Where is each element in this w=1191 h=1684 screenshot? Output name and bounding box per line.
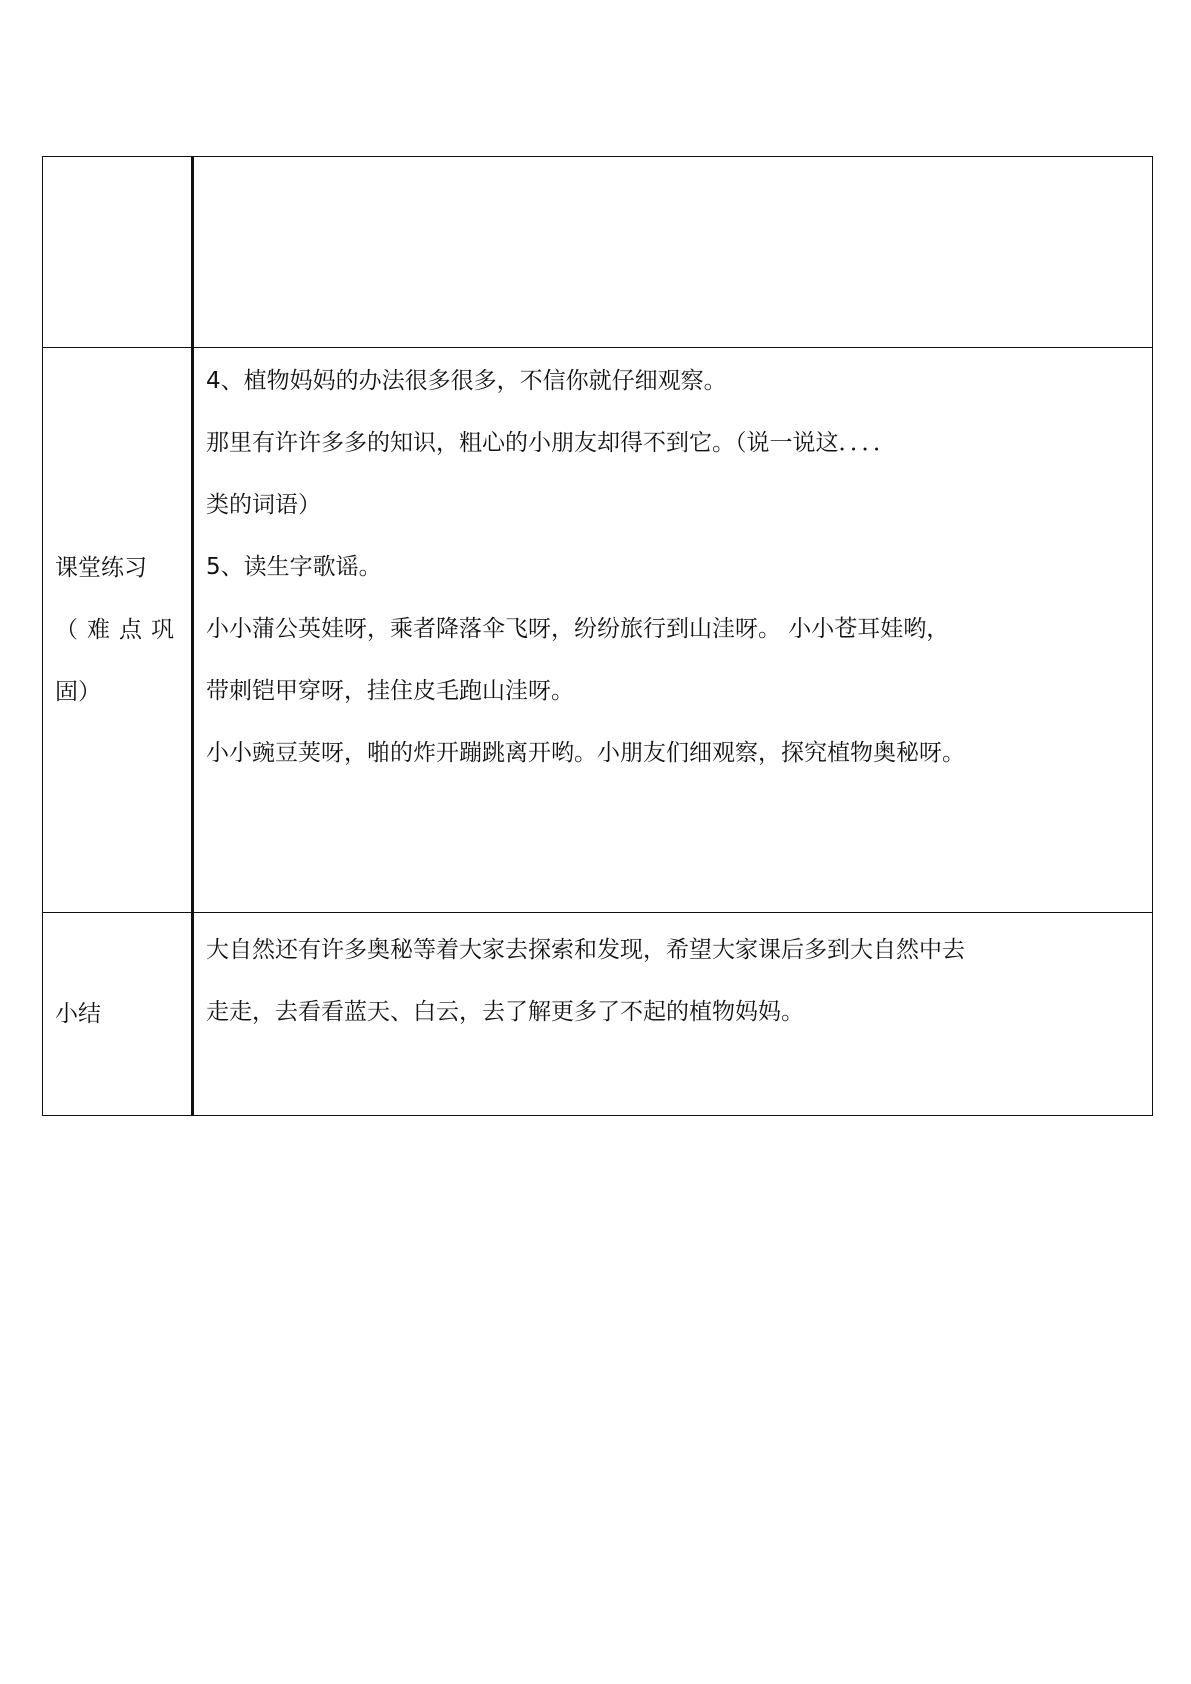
content-line: 小小蒲公英娃呀，乘者降落伞飞呀，纷纷旅行到山洼呀。 小小苍耳娃哟， bbox=[206, 616, 950, 642]
row-content-cell bbox=[193, 913, 1153, 1116]
content-line: 类的词语） bbox=[206, 492, 321, 518]
row-label-line: （难点巩 bbox=[55, 617, 183, 643]
lesson-plan-table bbox=[42, 156, 1153, 1116]
content-line: 那里有许许多多的知识，粗心的小朋友却得不到它。（说一说这．．．． bbox=[206, 430, 896, 456]
row-label-cell bbox=[43, 157, 193, 348]
table-row bbox=[43, 157, 1153, 348]
row-label-cell bbox=[43, 348, 193, 913]
row-label-cell bbox=[43, 913, 193, 1116]
content-line: 4、植物妈妈的办法很多很多，不信你就仔细观察。 bbox=[206, 368, 727, 394]
row-content-cell bbox=[193, 157, 1153, 348]
row-content-cell bbox=[193, 348, 1153, 913]
table-row-summary bbox=[43, 913, 1153, 1116]
content-line: 5、读生字歌谣。 bbox=[206, 554, 382, 580]
content-line: 走走，去看看蓝天、白云，去了解更多了不起的植物妈妈。 bbox=[206, 999, 804, 1025]
row-label-line: 课堂练习 bbox=[55, 555, 147, 581]
content-line: 小小豌豆荚呀，啪的炸开蹦跳离开哟。小朋友们细观察，探究植物奥秘呀。 bbox=[206, 740, 965, 766]
row-label-line: 固） bbox=[55, 679, 101, 705]
row-label-line: 小结 bbox=[55, 1001, 101, 1027]
content-line: 大自然还有许多奥秘等着大家去探索和发现，希望大家课后多到大自然中去 bbox=[206, 937, 965, 963]
content-line: 带刺铠甲穿呀，挂住皮毛跑山洼呀。 bbox=[206, 678, 574, 704]
table-row-classroom-practice bbox=[43, 348, 1153, 913]
